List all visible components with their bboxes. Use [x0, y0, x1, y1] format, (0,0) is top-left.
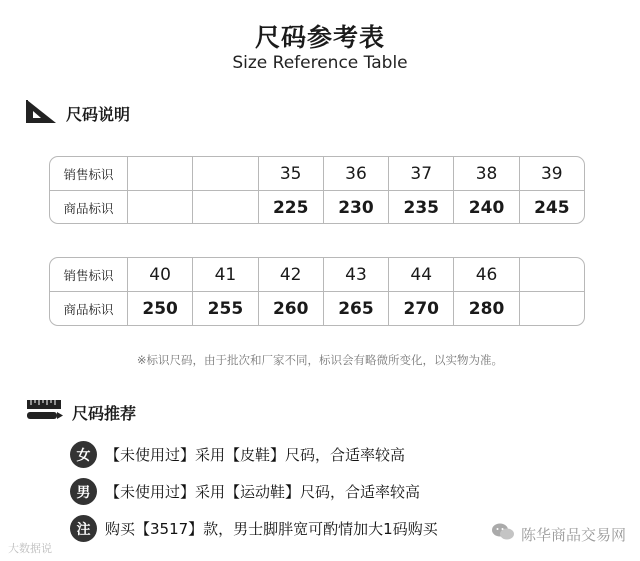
table-row-sales-label	[50, 157, 584, 190]
watermark-left: 大数据说	[8, 542, 52, 555]
table-cell: 240	[453, 191, 518, 224]
table-cell: 41	[192, 258, 257, 291]
table-cell: 225	[258, 191, 323, 224]
table-row-product-label	[50, 190, 584, 224]
page-title: 尺码参考表	[254, 23, 385, 52]
table-cell: 230	[323, 191, 388, 224]
table-cell: 35	[258, 157, 323, 190]
table-cell: 42	[258, 258, 323, 291]
badge-men: 男	[70, 478, 97, 505]
table-cell: 265	[323, 292, 388, 325]
size-table-2	[49, 257, 585, 326]
table-row-product-label	[50, 291, 584, 325]
watermark-name: 陈华商品交易网	[520, 525, 626, 544]
table-cell	[127, 157, 192, 190]
table-cell: 36	[323, 157, 388, 190]
table-cell: 245	[519, 191, 584, 224]
table-cell: 235	[388, 191, 453, 224]
section-size-recommendation	[26, 398, 136, 426]
table-cell: 39	[519, 157, 584, 190]
recommendation-text: 购买【3517】款，男士脚胖宽可酌情加大1码购买	[105, 520, 438, 538]
ruler-icon	[26, 398, 64, 426]
table-header-cell: 商品标识	[63, 301, 114, 317]
page-subtitle: Size Reference Table	[232, 53, 408, 73]
recommendation-women	[70, 441, 405, 468]
table-cell: 260	[258, 292, 323, 325]
table-cell: 38	[453, 157, 518, 190]
section-size-explanation	[26, 98, 130, 128]
table-cell: 44	[388, 258, 453, 291]
table-cell	[519, 292, 584, 325]
table-cell	[519, 258, 584, 291]
recommendation-text: 【未使用过】采用【运动鞋】尺码，合适率较高	[105, 483, 421, 501]
table-cell: 43	[323, 258, 388, 291]
table-header-cell: 销售标识	[63, 166, 114, 182]
recommendation-men	[70, 478, 420, 505]
table-cell	[192, 157, 257, 190]
badge-note: 注	[70, 515, 97, 542]
table-cell: 255	[192, 292, 257, 325]
section-label: 尺码说明	[66, 104, 131, 124]
table-cell: 270	[388, 292, 453, 325]
table-cell: 280	[453, 292, 518, 325]
table-cell	[192, 191, 257, 224]
size-note: ※标识尺码，由于批次和厂家不同，标识会有略微所变化，以实物为准。	[136, 353, 504, 367]
recommendation-text: 【未使用过】采用【皮鞋】尺码，合适率较高	[105, 446, 406, 464]
table-cell: 37	[388, 157, 453, 190]
table-cell: 250	[127, 292, 192, 325]
badge-women: 女	[70, 441, 97, 468]
table-header-cell: 销售标识	[63, 267, 114, 283]
table-row-sales-label	[50, 258, 584, 291]
table-cell: 40	[127, 258, 192, 291]
section-label: 尺码推荐	[72, 403, 137, 423]
watermark-right	[487, 520, 630, 548]
triangle-ruler-icon	[26, 98, 58, 128]
recommendation-note	[70, 515, 438, 542]
table-header-cell: 商品标识	[63, 200, 114, 216]
wechat-icon	[491, 522, 515, 546]
table-cell: 46	[453, 258, 518, 291]
size-table-1	[49, 156, 585, 224]
table-cell	[127, 191, 192, 224]
